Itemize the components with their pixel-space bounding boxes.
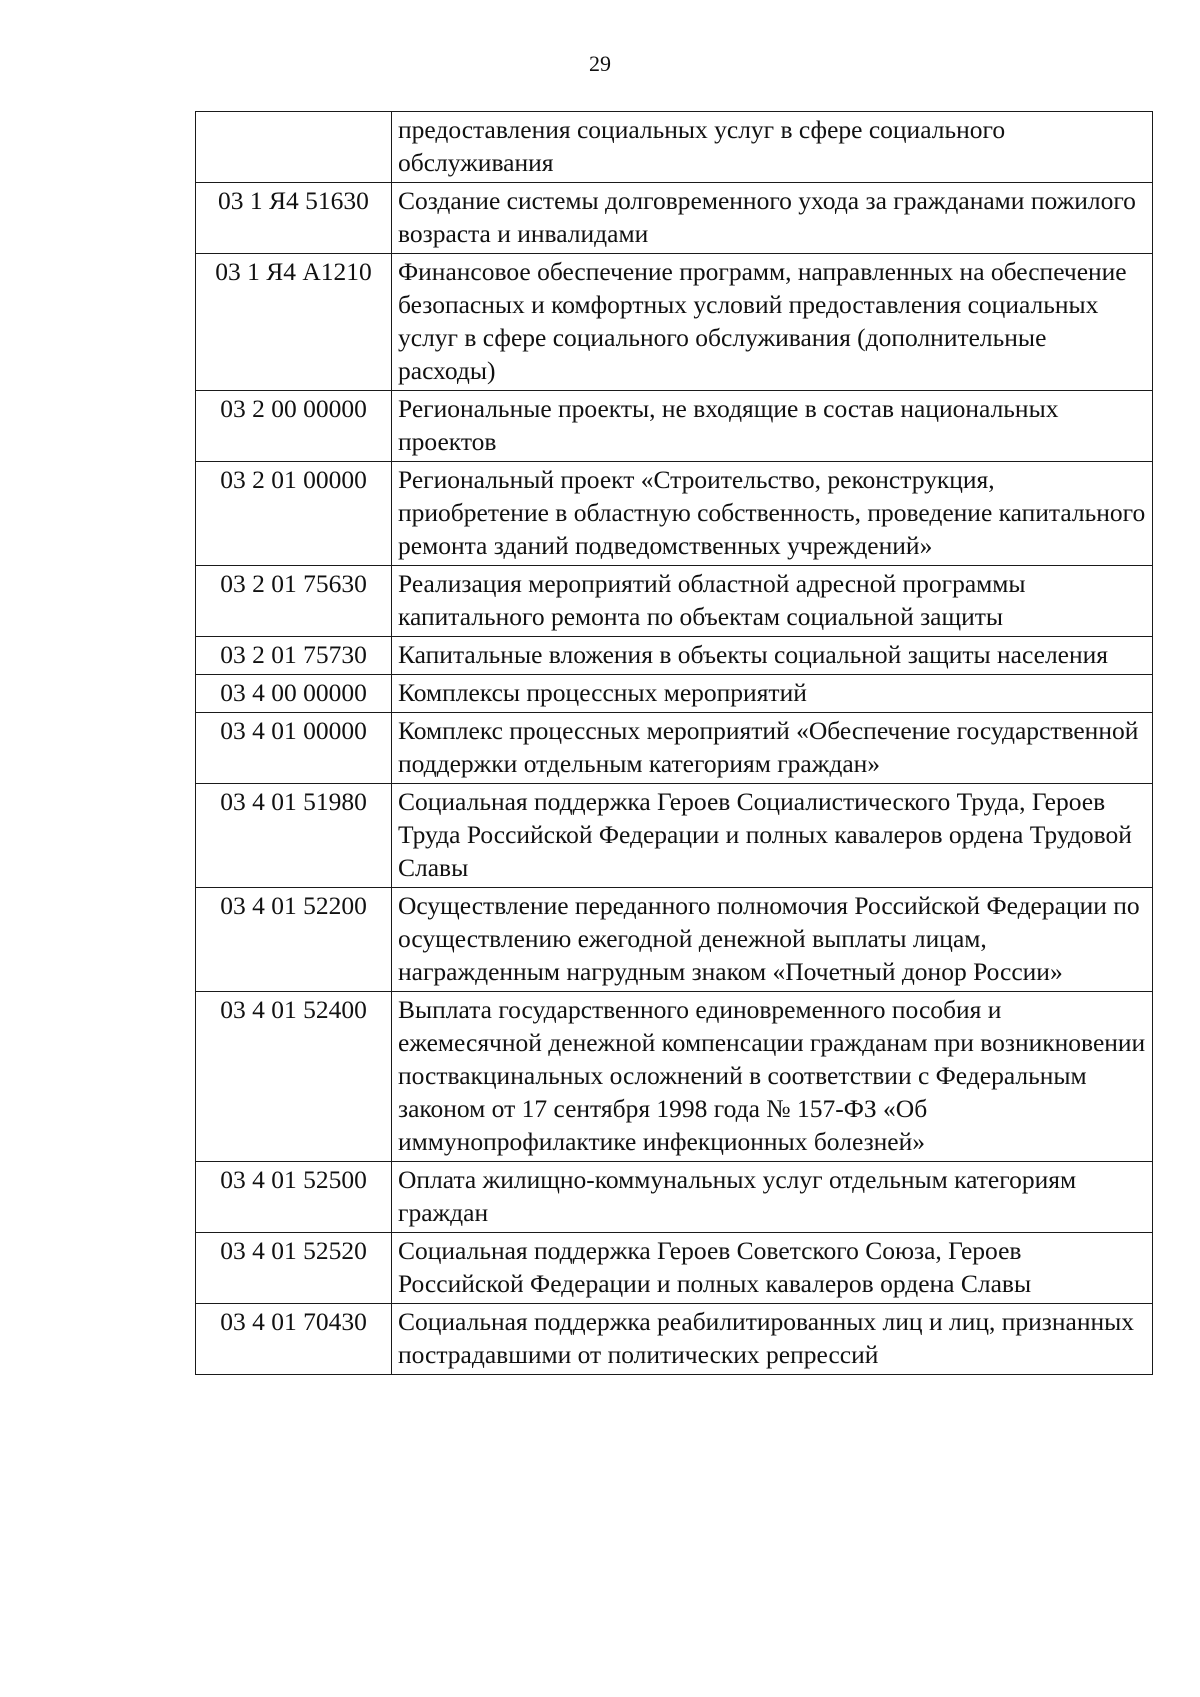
table-row: [196, 992, 1153, 1162]
table-row: [196, 462, 1153, 566]
table-row: [196, 1233, 1153, 1304]
row-name: Реализация мероприятий областной адресной программы капитального ремонта по объектам социальной защиты: [392, 566, 1153, 637]
row-code: 03 4 01 52400: [196, 992, 392, 1162]
row-code: 03 1 Я4 51630: [196, 183, 392, 254]
row-code: 03 1 Я4 А1210: [196, 254, 392, 391]
row-code: 03 2 01 75630: [196, 566, 392, 637]
table-row: [196, 112, 1153, 183]
row-code: 03 4 01 51980: [196, 784, 392, 888]
row-name: Социальная поддержка реабилитированных лиц и лиц, признанных пострадавшими от политических репрессий: [392, 1304, 1153, 1375]
table-row: [196, 784, 1153, 888]
row-name: Оплата жилищно-коммунальных услуг отдельным категориям граждан: [392, 1162, 1153, 1233]
row-name: предоставления социальных услуг в сфере социального обслуживания: [392, 112, 1153, 183]
row-code: 03 4 01 70430: [196, 1304, 392, 1375]
row-name: Социальная поддержка Героев Социалистического Труда, Героев Труда Российской Федерации и полных кавалеров ордена Трудовой Славы: [392, 784, 1153, 888]
page-number: 29: [589, 51, 611, 76]
row-name: Комплекс процессных мероприятий «Обеспечение государственной поддержки отдельным категориям граждан»: [392, 713, 1153, 784]
row-name: Создание системы долговременного ухода за гражданами пожилого возраста и инвалидами: [392, 183, 1153, 254]
table-row: [196, 566, 1153, 637]
row-name: Региональные проекты, не входящие в состав национальных проектов: [392, 391, 1153, 462]
row-code: 03 4 00 00000: [196, 675, 392, 713]
table-row: [196, 254, 1153, 391]
table-row: [196, 675, 1153, 713]
row-name: Осуществление переданного полномочия Российской Федерации по осуществлению ежегодной денежной выплаты лицам, награжденным нагрудным знаком «Почетный донор России»: [392, 888, 1153, 992]
budget-classification-table: [195, 111, 1153, 1375]
row-name: Социальная поддержка Героев Советского Союза, Героев Российской Федерации и полных кавалеров ордена Славы: [392, 1233, 1153, 1304]
row-code: 03 4 01 52500: [196, 1162, 392, 1233]
table-row: [196, 1304, 1153, 1375]
row-name: Капитальные вложения в объекты социальной защиты населения: [392, 637, 1153, 675]
table-row: [196, 637, 1153, 675]
row-name: Финансовое обеспечение программ, направленных на обеспечение безопасных и комфортных условий предоставления социальных услуг в сфере социального обслуживания (дополнительные расходы): [392, 254, 1153, 391]
table-row: [196, 391, 1153, 462]
row-code: [196, 112, 392, 183]
row-code: 03 2 01 00000: [196, 462, 392, 566]
row-name: Выплата государственного единовременного пособия и ежемесячной денежной компенсации гражданам при возникновении поствакцинальных осложнений в соответствии с Федеральным законом от 17 сентября 1998 года № 157-ФЗ «Об иммунопрофилактике инфекционных болезней»: [392, 992, 1153, 1162]
table-row: [196, 713, 1153, 784]
table-row: [196, 1162, 1153, 1233]
row-name: Региональный проект «Строительство, реконструкция, приобретение в областную собственность, проведение капитального ремонта зданий подведомственных учреждений»: [392, 462, 1153, 566]
row-code: 03 4 01 00000: [196, 713, 392, 784]
table-row: [196, 183, 1153, 254]
row-code: 03 2 01 75730: [196, 637, 392, 675]
row-code: 03 4 01 52200: [196, 888, 392, 992]
row-code: 03 4 01 52520: [196, 1233, 392, 1304]
row-name: Комплексы процессных мероприятий: [392, 675, 1153, 713]
row-code: 03 2 00 00000: [196, 391, 392, 462]
table-row: [196, 888, 1153, 992]
